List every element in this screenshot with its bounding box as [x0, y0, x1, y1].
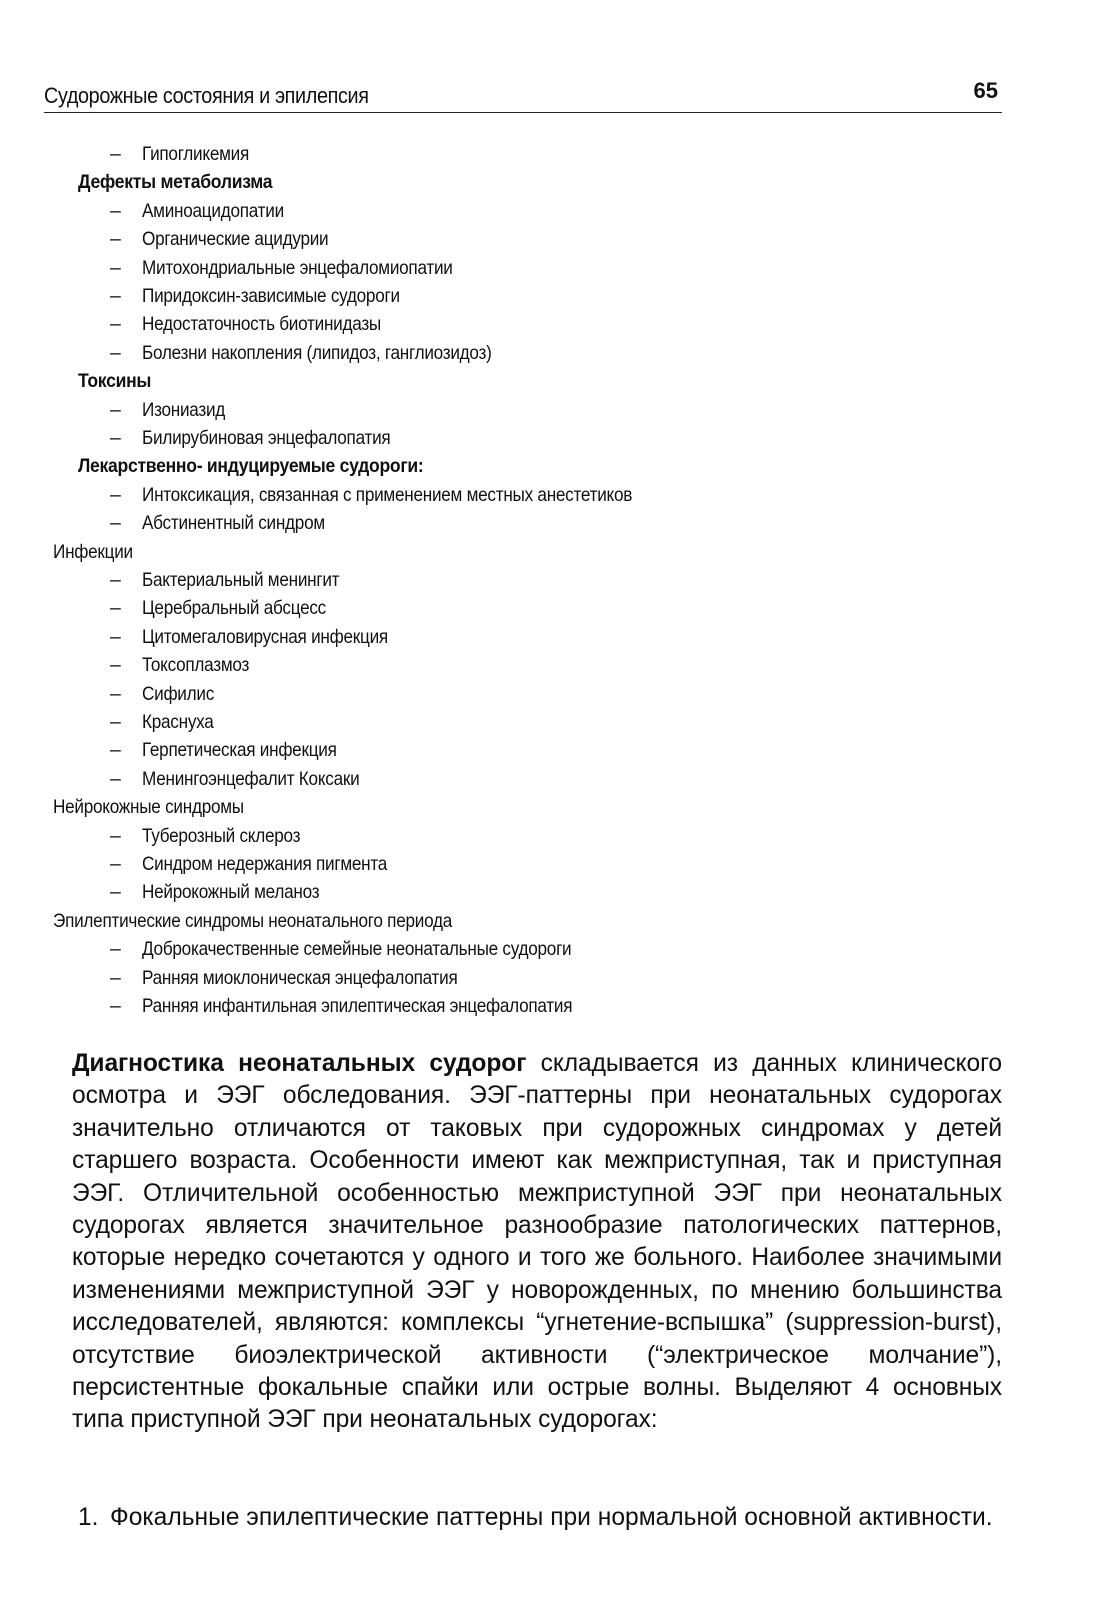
chapter-title: Судорожные состояния и эпилепсия [44, 83, 369, 108]
paragraph-lead: Диагностика неонатальных судорог [72, 1050, 527, 1077]
page-number: 65 [973, 78, 998, 103]
item-text: Фокальные эпилептические паттерны при нормальной основной активности. [110, 1504, 993, 1531]
book-page: Судорожные состояния и эпилепсия 65 – Гипогликемия Дефекты метаболизма – Аминоацидопатии – Органические ацидурии – Митохондриальные энцефаломиопатии – Пиридоксин-зависимые судороги – Недостаточность биотинидазы – Болезни накопления (липидоз, ганглиозидоз) Токсины – Изониазид – Билирубиновая энцефалопатия Лекарственно- индуцируемые судороги: – Интоксикация, связанная с применением местных анестетиков – Абстинентный синдром Инфекции – Бактериальный менингит – Церебральный абсцесс – Цитомегаловирусная инфекция – Токсоплазмоз – Сифилис – Краснуха – Герпетическая инфекция – Менингоэнцефалит Коксаки Нейрокожные синдромы – Туберозный склероз – Синдром недержания пигмента – Нейрокожный меланоз Эпилептические синдромы неонатального периода – Доброкачественные семейные неонатальные судороги – Ранняя миоклоническая энцефалопатия – Ранняя инфантильная эпилептическая энцефалопатия Диагностика неонатальных судорог складывается из данных клинического осмотра и ЭЭГ обследования. ЭЭГ-паттерны при неонатальных судорогах значительно отличаются от таковых при судорожных синдромах у детей старшего возраста. Особенности имеют как межприступная, так и приступная ЭЭГ. Отличительной особенностью межприступной ЭЭГ при неонатальных судорогах является значительное разнообразие патологических паттернов, которые нередко сочетаются у одного и того же больного. Наиболее значимыми изменениями межприступной ЭЭГ у новорожденных, по мнению большинства исследователей, являются: комплексы “угнетение-вспышка” (suppression-burst), отсутствие биоэлектрической активности (“электрическое молчание”), персистентные фокальные спайки или острые волны. Выделяют 4 основных типа приступной ЭЭГ при неонатальных судорогах: 1. Фокальные эпилептические паттерны при нормальной основной активности. [0, 0, 1110, 1600]
running-header [44, 74, 1002, 113]
paragraph-text: складывается из данных клинического осмотра и ЭЭГ обследования. ЭЭГ-паттерны при неонатальных судорогах значительно отличаются от таковых при судорожных синдромах у детей старшего возраста. Особенности имеют как межприступная, так и приступная ЭЭГ. Отличительной особенностью межприступной ЭЭГ при неонатальных судорогах является значительное разнообразие патологических паттернов, которые нередко сочетаются у одного и того же больного. Наиболее значимыми изменениями межприступной ЭЭГ у новорожденных, по мнению большинства исследователей, являются: комплексы “угнетение-вспышка” (suppression-burst), отсутствие биоэлектрической активности (“электрическое молчание”), персистентные фокальные спайки или острые волны. Выделяют 4 основных типа приступной ЭЭГ при неонатальных судорогах: [72, 1050, 1002, 1434]
item-number: 1. [78, 1504, 99, 1531]
diagnostics-paragraph [72, 1048, 1002, 1437]
